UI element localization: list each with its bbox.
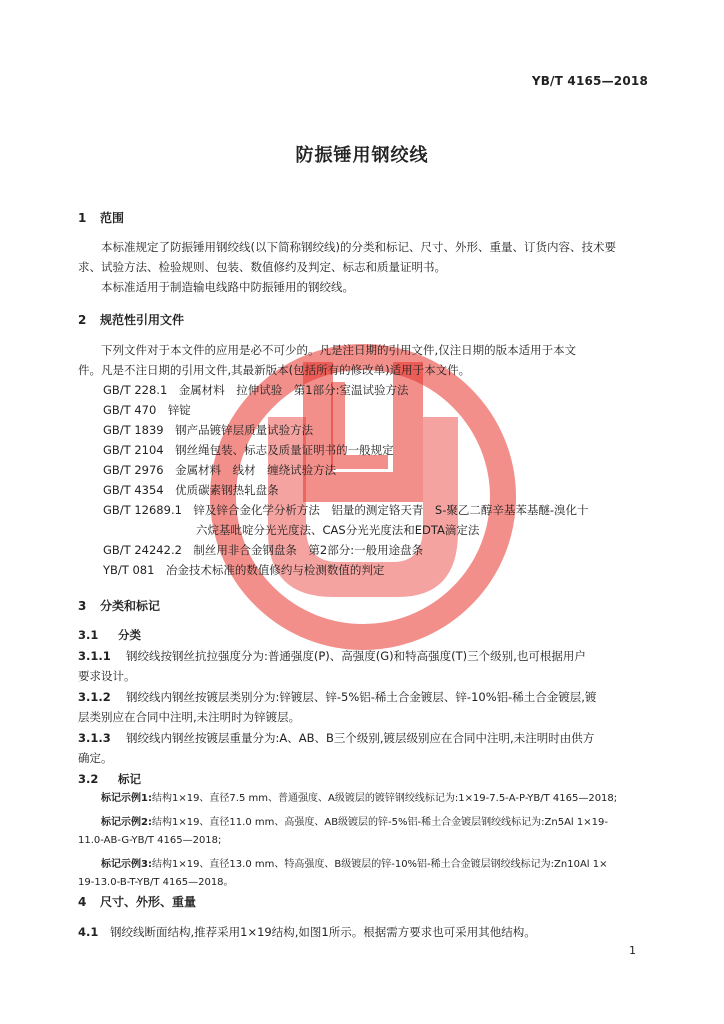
text-line: 19-13.0-B-T-YB/T 4165—2018。 [78,877,234,888]
reference-item: GB/T 470 锌锭 [103,403,191,417]
section-1 [78,208,652,228]
subsection-title: 标记 [118,772,141,786]
subsection-number: 3.1 [78,628,99,642]
clause-3-1-2: 3.1.2 钢绞线内钢丝按镀层类别分为:锌镀层、锌-5%铝-稀土合金镀层、锌-10%铝-稀土合金镀层,镀 层类别应在合同中注明,未注明时为锌镀层。 [78,687,652,727]
marking-example-2: 标记示例2:结构1×19、直径11.0 mm、高强度、AB级镀层的锌-5%铝-稀土合金镀层钢绞线标记为:Zn5Al 1×19- [101,817,608,828]
subsection-3-2 [78,769,652,789]
reference-list [103,380,653,580]
references-intro [78,340,652,380]
text-line: 层类别应在合同中注明,未注明时为锌镀层。 [78,710,301,724]
clause-4-1: 4.1 钢绞线断面结构,推荐采用1×19结构,如图1所示。根据需方要求也可采用其他结构。 [78,922,652,942]
marking-examples [78,790,658,892]
section-number: 1 [78,211,87,225]
section-title: 规范性引用文件 [100,313,185,327]
reference-item: GB/T 12689.1 锌及锌合金化学分析方法 铝量的测定铬天青 S-聚乙二醇辛基苯基醚-溴化十 [103,503,589,517]
reference-item: GB/T 1839 钢产品镀锌层质量试验方法 [103,423,314,437]
reference-item: GB/T 2976 金属材料 线材 缠绕试验方法 [103,463,337,477]
reference-item: GB/T 228.1 金属材料 拉伸试验 第1部分:室温试验方法 [103,383,409,397]
text-line: 确定。 [78,751,113,765]
section-title: 分类和标记 [100,599,161,613]
subsection-title: 分类 [118,628,141,642]
section-4 [78,892,652,912]
text-line: 本标准适用于制造输电线路中防振锤用的钢绞线。 [101,280,354,294]
marking-example-3: 标记示例3:结构1×19、直径13.0 mm、特高强度、B级镀层的锌-10%铝-稀土合金镀层钢绞线标记为:Zn10Al 1× [101,859,608,870]
section-number: 2 [78,313,87,327]
reference-item: GB/T 4354 优质碳素钢热轧盘条 [103,483,279,497]
text-line: 11.0-AB-G-YB/T 4165—2018; [78,835,222,846]
standard-code: YB/T 4165—2018 [531,74,648,88]
clause-number: 3.1.3 [78,731,111,745]
reference-item-continuation: 六烷基吡啶分光光度法、CAS分光光度法和EDTA滴定法 [196,523,480,537]
clause-number: 4.1 [78,925,99,939]
subsection-number: 3.2 [78,772,99,786]
reference-item: GB/T 2104 钢丝绳包装、标志及质量证明书的一般规定 [103,443,394,457]
text-line: 本标准规定了防振锤用钢绞线(以下简称钢绞线)的分类和标记、尺寸、外形、重量、订货内容、技术要 [101,240,616,254]
text-line: 求、试验方法、检验规则、包装、数值修约及判定、标志和质量证明书。 [78,260,446,274]
section-2 [78,310,652,330]
text-line: 下列文件对于本文件的应用是必不可少的。凡是注日期的引用文件,仅注日期的版本适用于本文 [101,343,577,357]
section-3 [78,596,652,616]
clause-3-1-1: 3.1.1 钢绞线按钢丝抗拉强度分为:普通强度(P)、高强度(G)和特高强度(T)三个级别,也可根据用户 要求设计。 [78,646,652,686]
page-number: 1 [629,944,636,957]
section-title: 范围 [100,211,125,225]
clause-number: 3.1.2 [78,690,111,704]
text-line: 件。凡是不注日期的引用文件,其最新版本(包括所有的修改单)适用于本文件。 [78,363,471,377]
section-number: 4 [78,895,87,909]
text-line: 要求设计。 [78,669,136,683]
marking-example-1: 标记示例1:结构1×19、直径7.5 mm、普通强度、A级镀层的镀锌钢绞线标记为:1×19-7.5-A-P-YB/T 4165—2018; [101,793,618,804]
document-title: 防振锤用钢绞线 [295,145,429,166]
clause-number: 3.1.1 [78,649,111,663]
section-title: 尺寸、外形、重量 [100,895,197,909]
section-heading [78,208,652,228]
subsection-3-1 [78,625,652,645]
reference-item: GB/T 24242.2 制丝用非合金钢盘条 第2部分:一般用途盘条 [103,543,424,557]
section-number: 3 [78,599,87,613]
reference-item: YB/T 081 冶金技术标准的数值修约与检测数值的判定 [103,563,385,577]
scope-paragraph [78,237,652,297]
clause-3-1-3: 3.1.3 钢绞线内钢丝按镀层重量分为:A、AB、B三个级别,镀层级别应在合同中注明,未注明时由供方 确定。 [78,728,652,768]
